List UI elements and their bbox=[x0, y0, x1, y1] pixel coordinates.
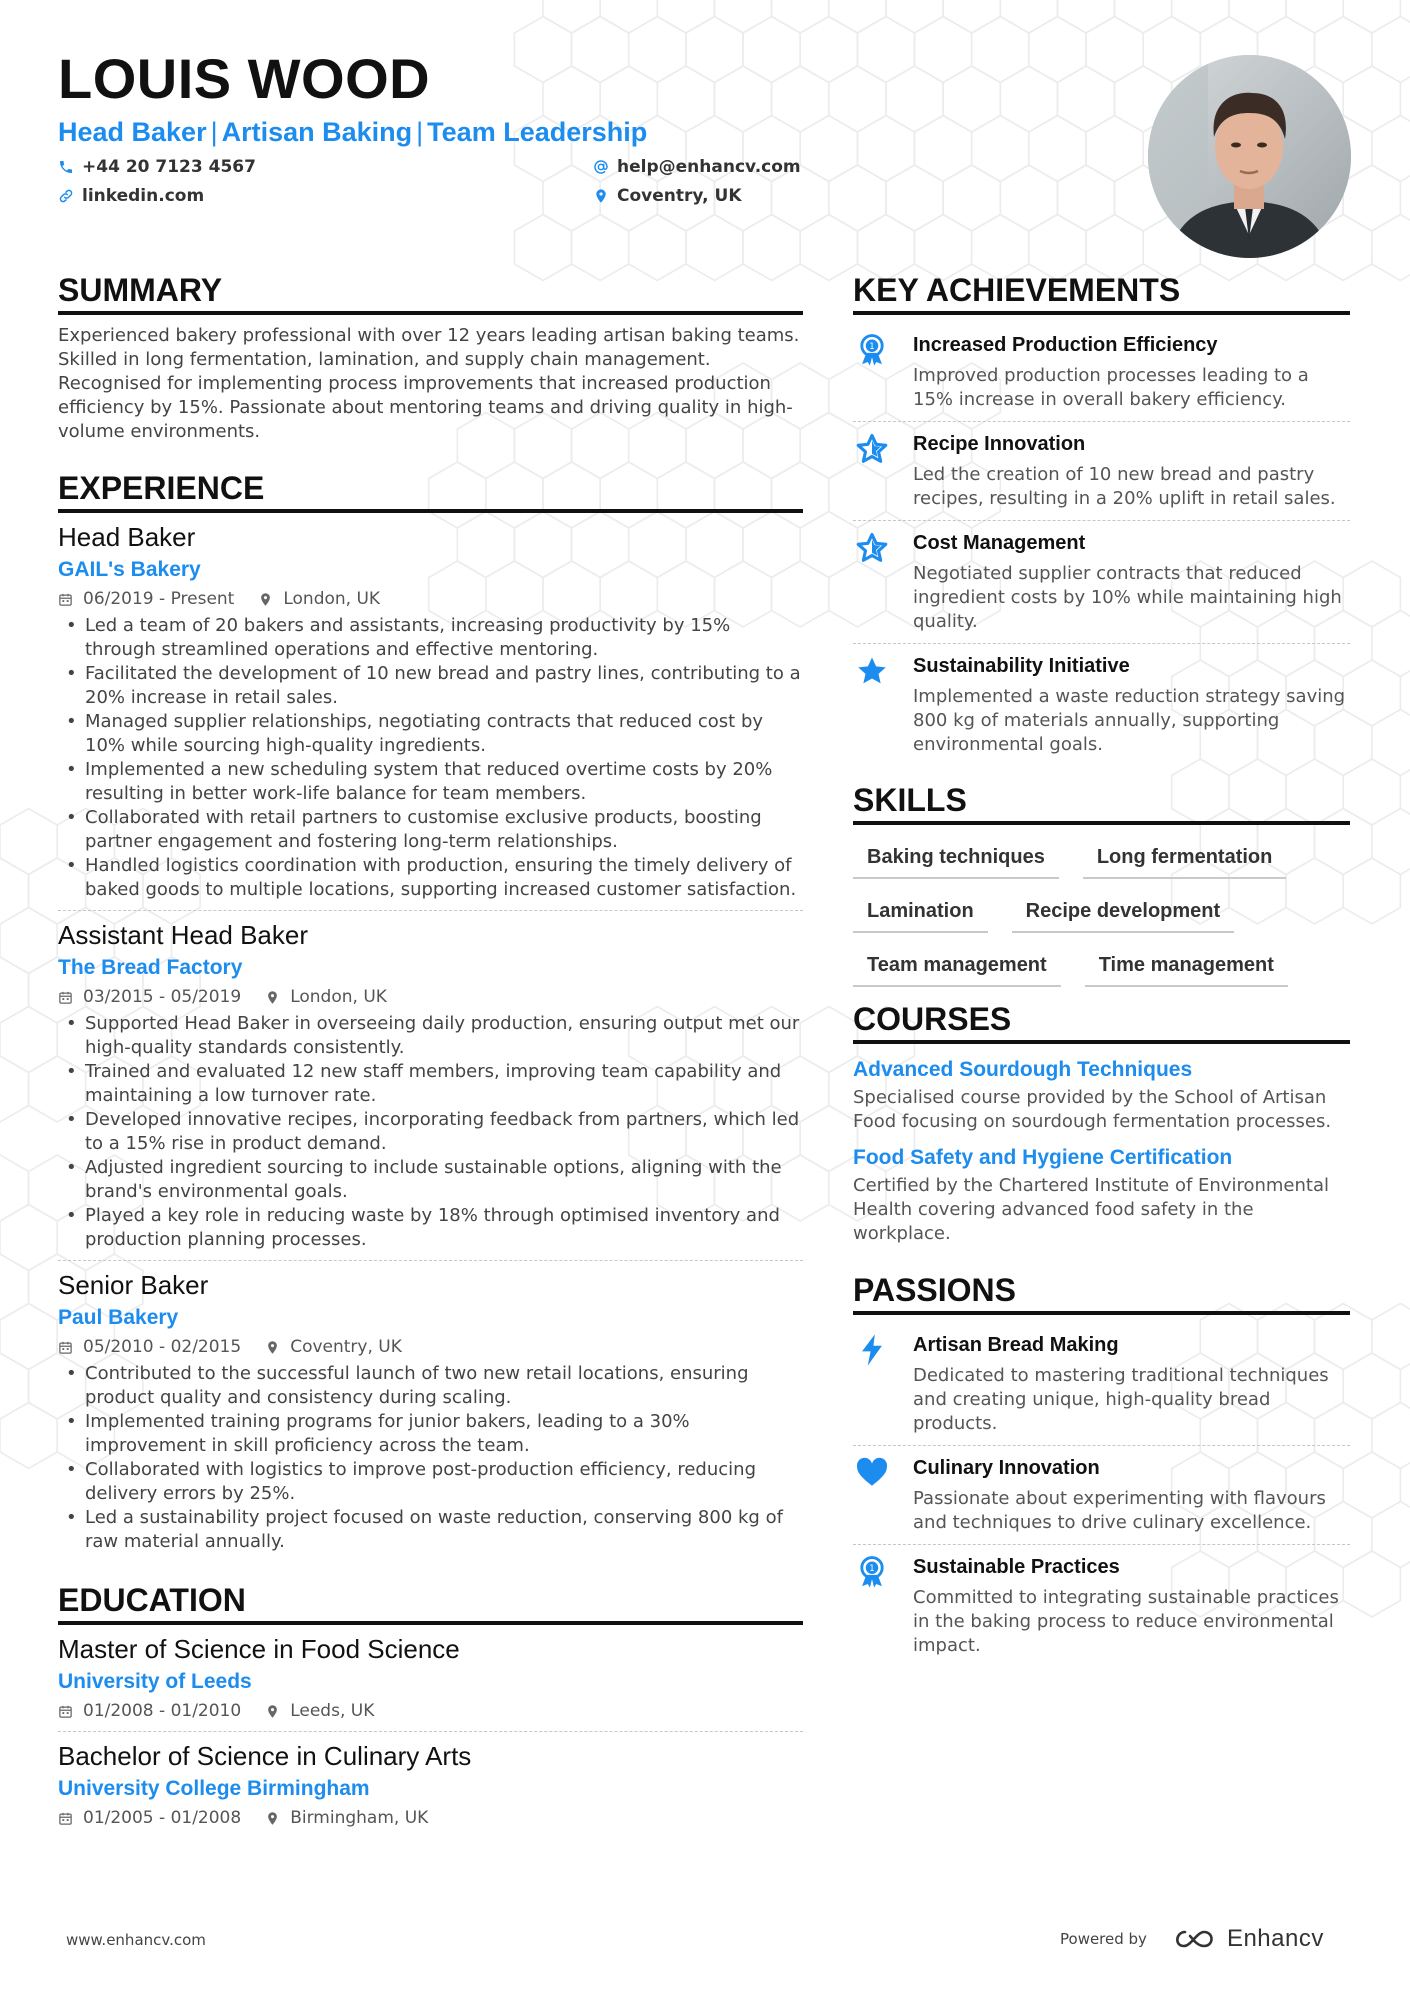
skills-heading: SKILLS bbox=[853, 782, 1350, 825]
linkedin-contact[interactable] bbox=[58, 183, 593, 208]
achievement-item bbox=[853, 520, 1350, 643]
location bbox=[258, 587, 380, 611]
item-text bbox=[913, 331, 1350, 412]
passions-heading: PASSIONS bbox=[853, 1272, 1350, 1315]
bullet-item: • Facilitated the development of 10 new bread and pastry lines, contributing to a 20% increase in retail sales. bbox=[58, 662, 803, 710]
location-text: London, UK bbox=[290, 987, 387, 1007]
resume-header bbox=[58, 44, 1138, 208]
item-icon-wrap bbox=[853, 1454, 913, 1535]
contact-info bbox=[58, 154, 1138, 208]
date-text: 01/2008 - 01/2010 bbox=[83, 1701, 242, 1721]
title-part: Team Leadership bbox=[427, 117, 648, 147]
education-item bbox=[58, 1633, 803, 1731]
course-title: Advanced Sourdough Techniques bbox=[853, 1058, 1193, 1081]
achievement-item-title: Increased Production Efficiency bbox=[913, 334, 1218, 356]
skill-tag: Team management bbox=[853, 947, 1061, 987]
courses-heading: COURSES bbox=[853, 1001, 1350, 1044]
at-sign-icon bbox=[593, 159, 609, 175]
education-heading: EDUCATION bbox=[58, 1582, 803, 1625]
hexagon-shape bbox=[1343, 66, 1400, 132]
bullet-item: • Handled logistics coordination with production, ensuring the timely delivery of baked goods to multiple locations, supporting increased customer satisfaction. bbox=[58, 854, 803, 902]
bullet-item: • Led a team of 20 bakers and assistants, increasing productivity by 15% through streamlined operations and effective mentoring. bbox=[58, 614, 803, 662]
passion-item-description: Committed to integrating sustainable practices in the baking process to reduce environmental impact. bbox=[913, 1587, 1339, 1656]
hexagon-shape bbox=[1000, 0, 1057, 33]
title-part: Head Baker bbox=[58, 117, 207, 147]
experience-item bbox=[58, 1260, 803, 1562]
date-range bbox=[58, 985, 241, 1009]
job-title: Assistant Head Baker bbox=[58, 920, 309, 950]
achievement-item-description: Improved production processes leading to a 15% increase in overall bakery efficiency. bbox=[913, 365, 1309, 410]
passion-item-description: Passionate about experimenting with flavours and techniques to drive culinary excellence. bbox=[913, 1488, 1326, 1533]
location bbox=[265, 1335, 402, 1359]
hexagon-shape bbox=[1115, 0, 1172, 33]
courses-list bbox=[853, 1052, 1350, 1252]
bullet-item: • Supported Head Baker in overseeing daily production, ensuring output met our high-quality standards consistently. bbox=[58, 1012, 803, 1060]
hexagon-shape bbox=[800, 512, 857, 578]
award-ribbon-icon bbox=[855, 333, 889, 367]
link-icon bbox=[58, 188, 74, 204]
hexagon-shape bbox=[1372, 215, 1410, 281]
achievement-item-title: Sustainability Initiative bbox=[913, 655, 1130, 677]
achievement-item bbox=[853, 643, 1350, 766]
date-text: 05/2010 - 02/2015 bbox=[83, 1337, 242, 1357]
hexagon-shape bbox=[514, 215, 571, 281]
skill-tag: Lamination bbox=[853, 893, 988, 933]
profile-photo bbox=[1148, 55, 1351, 258]
hexagon-shape bbox=[1343, 1551, 1400, 1617]
left-column bbox=[58, 272, 803, 1838]
hexagon-shape bbox=[1343, 858, 1400, 924]
hexagon-shape bbox=[800, 1007, 857, 1073]
location-text: Coventry, UK bbox=[290, 1337, 402, 1357]
education-list bbox=[58, 1633, 803, 1838]
bullet-item: • Contributed to the successful launch of two new retail locations, ensuring product quality and consistency during scaling. bbox=[58, 1362, 803, 1410]
hexagon-shape bbox=[1372, 710, 1410, 776]
achievement-bullets bbox=[58, 1362, 803, 1554]
hexagon-shape bbox=[657, 0, 714, 33]
hexagon-shape bbox=[0, 1254, 29, 1320]
date-range bbox=[58, 1806, 241, 1830]
enhancv-logo-icon bbox=[1171, 1927, 1217, 1951]
hexagon-shape bbox=[1343, 165, 1400, 231]
hexagon-shape bbox=[629, 215, 686, 281]
location bbox=[265, 985, 387, 1009]
item-icon-wrap bbox=[853, 529, 913, 634]
bullet-item: • Implemented training programs for junior bakers, leading to a 30% improvement in skill proficiency across the team. bbox=[58, 1410, 803, 1458]
hexagon-shape bbox=[0, 957, 29, 1023]
hexagon-shape bbox=[800, 215, 857, 281]
hexagon-shape bbox=[1372, 809, 1410, 875]
bullet-item: • Collaborated with logistics to improve post-production efficiency, reducing delivery errors by 25%. bbox=[58, 1458, 803, 1506]
hexagon-shape bbox=[686, 215, 743, 281]
email-contact[interactable] bbox=[593, 154, 893, 179]
item-text bbox=[913, 1553, 1350, 1658]
skill-tag: Recipe development bbox=[1012, 893, 1235, 933]
date-range bbox=[58, 587, 234, 611]
passion-item-title: Artisan Bread Making bbox=[913, 1334, 1119, 1356]
hexagon-shape bbox=[1286, 0, 1343, 33]
powered-by-text: Powered by bbox=[1060, 1930, 1147, 1948]
hexagon-shape bbox=[1372, 17, 1410, 83]
hexagon-shape bbox=[0, 858, 29, 924]
skill-tag: Long fermentation bbox=[1083, 839, 1287, 879]
item-text bbox=[913, 529, 1350, 634]
achievement-bullets bbox=[58, 1012, 803, 1252]
map-pin-icon bbox=[593, 188, 609, 204]
date-location-row bbox=[58, 587, 803, 611]
item-icon-wrap bbox=[853, 430, 913, 511]
achievement-item bbox=[853, 323, 1350, 421]
phone-text: +44 20 7123 4567 bbox=[82, 156, 256, 177]
calendar-icon bbox=[58, 990, 73, 1005]
course-description: Specialised course provided by the School of Artisan Food focusing on sourdough fermentation processes. bbox=[853, 1087, 1332, 1132]
passion-item bbox=[853, 1544, 1350, 1667]
course-title: Food Safety and Hygiene Certification bbox=[853, 1146, 1233, 1169]
hexagon-shape bbox=[857, 215, 914, 281]
hexagon-shape bbox=[0, 1056, 29, 1122]
date-text: 01/2005 - 01/2008 bbox=[83, 1808, 242, 1828]
experience-item bbox=[58, 910, 803, 1260]
hexagon-shape bbox=[829, 0, 886, 33]
hexagon-shape bbox=[0, 1007, 57, 1073]
degree-title: Master of Science in Food Science bbox=[58, 1634, 460, 1664]
education-item bbox=[58, 1731, 803, 1838]
location-text: London, UK bbox=[283, 589, 381, 609]
date-location-row bbox=[58, 1806, 803, 1830]
skills-list bbox=[853, 833, 1350, 997]
item-text bbox=[913, 1454, 1350, 1535]
calendar-icon bbox=[58, 592, 73, 607]
date-location-row bbox=[58, 985, 803, 1009]
school-name: University College Birmingham bbox=[58, 1777, 370, 1800]
calendar-icon bbox=[58, 1704, 73, 1719]
item-icon-wrap bbox=[853, 1553, 913, 1658]
linkedin-text: linkedin.com bbox=[82, 185, 205, 206]
achievement-bullets bbox=[58, 614, 803, 902]
location-text: Coventry, UK bbox=[617, 185, 742, 206]
date-text: 06/2019 - Present bbox=[83, 589, 235, 609]
experience-list bbox=[58, 521, 803, 1562]
location bbox=[265, 1806, 428, 1830]
passion-item bbox=[853, 1445, 1350, 1544]
date-text: 03/2015 - 05/2019 bbox=[83, 987, 242, 1007]
company-name: GAIL's Bakery bbox=[58, 558, 201, 581]
hexagon-shape bbox=[1057, 0, 1114, 33]
course-item bbox=[853, 1140, 1350, 1252]
experience-item bbox=[58, 521, 803, 910]
hexagon-shape bbox=[1315, 17, 1372, 83]
map-pin-icon bbox=[258, 592, 273, 607]
candidate-name: LOUIS WOOD bbox=[58, 47, 431, 110]
heart-icon bbox=[855, 1456, 889, 1490]
phone-icon bbox=[58, 159, 74, 175]
location bbox=[265, 1699, 374, 1723]
bullet-item: • Trained and evaluated 12 new staff members, improving team capability and maintaining a low turnover rate. bbox=[58, 1060, 803, 1108]
hexagon-shape bbox=[1372, 1304, 1410, 1370]
achievement-item-title: Recipe Innovation bbox=[913, 433, 1086, 455]
achievement-item-title: Cost Management bbox=[913, 532, 1086, 554]
passion-item-title: Culinary Innovation bbox=[913, 1457, 1100, 1479]
achievement-item-description: Led the creation of 10 new bread and pastry recipes, resulting in a 20% uplift in retail sales. bbox=[913, 464, 1336, 509]
passion-item-title: Sustainable Practices bbox=[913, 1556, 1120, 1578]
email-text: help@enhancv.com bbox=[617, 156, 801, 177]
skill-tag: Baking techniques bbox=[853, 839, 1059, 879]
achievement-item-description: Implemented a waste reduction strategy saving 800 kg of materials annually, supporting environmental goals. bbox=[913, 686, 1346, 755]
hexagon-shape bbox=[1172, 0, 1229, 33]
star-filled-icon bbox=[855, 654, 889, 688]
achievement-item-description: Negotiated supplier contracts that reduced ingredient costs by 10% while maintaining high quality. bbox=[913, 563, 1342, 632]
hexagon-shape bbox=[800, 1106, 857, 1172]
item-icon-wrap bbox=[853, 652, 913, 757]
hexagon-shape bbox=[1343, 660, 1400, 726]
hexagon-shape bbox=[0, 1155, 29, 1221]
summary-heading: SUMMARY bbox=[58, 272, 803, 315]
bullet-item: • Played a key role in reducing waste by 18% through optimised inventory and production planning processes. bbox=[58, 1204, 803, 1252]
hexagon-shape bbox=[1372, 1403, 1410, 1469]
footer-website[interactable]: www.enhancv.com bbox=[66, 1931, 206, 1949]
hexagon-shape bbox=[943, 0, 1000, 33]
hexagon-shape bbox=[1343, 1353, 1400, 1419]
hexagon-shape bbox=[0, 809, 57, 875]
hexagon-shape bbox=[1372, 611, 1410, 677]
school-name: University of Leeds bbox=[58, 1670, 252, 1693]
hexagon-shape bbox=[1372, 1502, 1410, 1568]
location-text: Birmingham, UK bbox=[290, 1808, 429, 1828]
date-range bbox=[58, 1699, 241, 1723]
company-name: The Bread Factory bbox=[58, 956, 243, 979]
hexagon-shape bbox=[1343, 1452, 1400, 1518]
hexagon-shape bbox=[743, 215, 800, 281]
lightning-bolt-icon bbox=[855, 1333, 889, 1367]
location-contact bbox=[593, 183, 893, 208]
bullet-item: • Led a sustainability project focused on waste reduction, conserving 800 kg of raw material annually. bbox=[58, 1506, 803, 1554]
degree-title: Bachelor of Science in Culinary Arts bbox=[58, 1741, 472, 1771]
company-name: Paul Bakery bbox=[58, 1306, 179, 1329]
job-title: Senior Baker bbox=[58, 1270, 209, 1300]
award-ribbon-icon bbox=[855, 1555, 889, 1589]
item-text bbox=[913, 430, 1350, 511]
hexagon-shape bbox=[543, 0, 600, 33]
title-separator: | bbox=[416, 117, 424, 147]
right-column bbox=[853, 272, 1350, 1667]
hexagon-shape bbox=[1343, 759, 1400, 825]
item-text bbox=[913, 1331, 1350, 1436]
location-text: Leeds, UK bbox=[290, 1701, 375, 1721]
map-pin-icon bbox=[265, 990, 280, 1005]
bullet-item: • Developed innovative recipes, incorporating feedback from partners, which led to a 15% rise in product demand. bbox=[58, 1108, 803, 1156]
passion-item-description: Dedicated to mastering traditional techniques and creating unique, high-quality bread products. bbox=[913, 1365, 1329, 1434]
item-text bbox=[913, 652, 1350, 757]
date-location-row bbox=[58, 1699, 803, 1723]
hexagon-shape bbox=[886, 0, 943, 33]
passion-item bbox=[853, 1323, 1350, 1445]
hexagon-shape bbox=[0, 1304, 57, 1370]
star-outline-icon bbox=[855, 531, 889, 565]
hexagon-shape bbox=[0, 1205, 57, 1271]
title-part: Artisan Baking bbox=[221, 117, 413, 147]
bullet-item: • Adjusted ingredient sourcing to include sustainable options, aligning with the brand's environmental goals. bbox=[58, 1156, 803, 1204]
map-pin-icon bbox=[265, 1340, 280, 1355]
hexagon-shape bbox=[600, 0, 657, 33]
hexagon-shape bbox=[0, 1403, 57, 1469]
hexagon-shape bbox=[972, 215, 1029, 281]
hexagon-shape bbox=[0, 908, 57, 974]
title-separator: | bbox=[210, 117, 218, 147]
calendar-icon bbox=[58, 1811, 73, 1826]
experience-heading: EXPERIENCE bbox=[58, 470, 803, 513]
item-icon-wrap bbox=[853, 331, 913, 412]
bullet-item: • Collaborated with retail partners to customise exclusive products, boosting partner engagement and fostering long-term relationships. bbox=[58, 806, 803, 854]
phone-contact[interactable] bbox=[58, 154, 593, 179]
date-range bbox=[58, 1335, 241, 1359]
job-title: Head Baker bbox=[58, 522, 196, 552]
calendar-icon bbox=[58, 1340, 73, 1355]
hexagon-shape bbox=[1343, 0, 1400, 33]
star-outline-icon bbox=[855, 432, 889, 466]
hexagon-shape bbox=[0, 1353, 29, 1419]
achievements-list bbox=[853, 323, 1350, 766]
candidate-title bbox=[58, 114, 1138, 150]
footer-branding bbox=[1060, 1925, 1324, 1953]
item-icon-wrap bbox=[853, 1331, 913, 1436]
hexagon-shape bbox=[572, 215, 629, 281]
enhancv-brand-text: Enhancv bbox=[1226, 1925, 1324, 1952]
svg-text:1: 1 bbox=[869, 342, 875, 353]
course-description: Certified by the Chartered Institute of Environmental Health covering advanced food safety in the workplace. bbox=[853, 1175, 1329, 1244]
hexagon-shape bbox=[1086, 215, 1143, 281]
course-item bbox=[853, 1052, 1350, 1140]
hexagon-shape bbox=[715, 0, 772, 33]
hexagon-shape bbox=[800, 413, 857, 479]
hexagon-shape bbox=[915, 215, 972, 281]
skill-tag: Time management bbox=[1085, 947, 1288, 987]
achievements-heading: KEY ACHIEVEMENTS bbox=[853, 272, 1350, 315]
map-pin-icon bbox=[265, 1811, 280, 1826]
svg-text:1: 1 bbox=[869, 1564, 875, 1575]
profile-photo-illustration bbox=[1148, 55, 1351, 258]
summary-text: Experienced bakery professional with over 12 years leading artisan baking teams. Skilled in long fermentation, lamination, and supply chain management. Recognised for implementing process improvements that increased production efficiency by 15%. Passionate about mentoring teams and driving quality in high-volume environments. bbox=[58, 325, 800, 442]
hexagon-shape bbox=[1343, 561, 1400, 627]
bullet-item: • Managed supplier relationships, negotiating contracts that reduced cost by 10% while sourcing high-quality ingredients. bbox=[58, 710, 803, 758]
hexagon-shape bbox=[1372, 116, 1410, 182]
passions-list bbox=[853, 1323, 1350, 1667]
hexagon-shape bbox=[1229, 0, 1286, 33]
map-pin-icon bbox=[265, 1704, 280, 1719]
hexagon-shape bbox=[1029, 215, 1086, 281]
date-location-row bbox=[58, 1335, 803, 1359]
achievement-item bbox=[853, 421, 1350, 520]
bullet-item: • Implemented a new scheduling system that reduced overtime costs by 20% resulting in better work-life balance for team members. bbox=[58, 758, 803, 806]
hexagon-shape bbox=[772, 0, 829, 33]
